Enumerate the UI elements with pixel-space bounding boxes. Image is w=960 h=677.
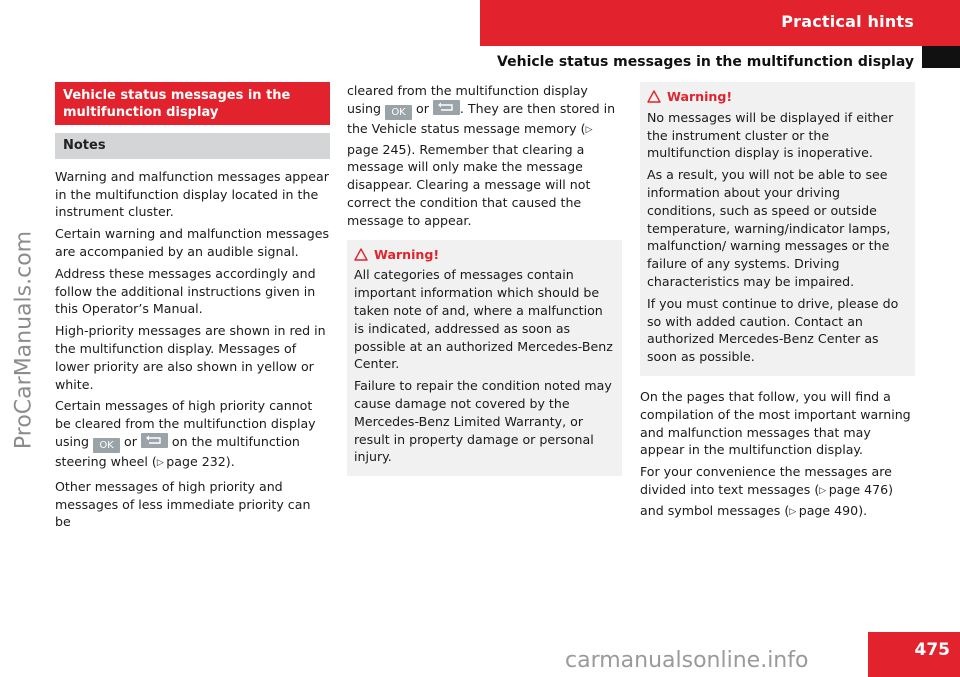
chapter-title: Practical hints xyxy=(781,12,914,31)
warning-title: Warning! xyxy=(354,246,615,264)
paragraph: Failure to repair the condition noted may cause damage not covered by the Mercedes-Benz Limited Warranty, or result in property damage or personal injury. xyxy=(354,378,612,465)
back-button-icon xyxy=(433,100,460,115)
page-reference-arrow-icon: ▷ xyxy=(156,457,164,468)
column-2 xyxy=(347,82,622,476)
paragraph: Address these messages accordingly and follow the additional instructions given in this Operator’s Manual. xyxy=(55,265,316,317)
paragraph: Certain warning and malfunction messages are accompanied by an audible signal. xyxy=(55,226,330,259)
paragraph: cleared from the multifunction display using OK or . They are then stored in the Vehicle status message memory (▷ page 245). Remember that clearing a message will only make the message disappear. Clearing a message will not correct the condition that caused the message to appear. xyxy=(347,83,616,228)
paragraph: On the pages that follow, you will find a compilation of the most important warning and malfunction messages that may appear in the multifunction display. xyxy=(640,388,911,458)
column-3 xyxy=(640,82,915,527)
side-watermark-text: ProCarManuals.com xyxy=(11,230,37,450)
paragraph: Certain messages of high priority cannot be cleared from the multifunction display using OK or on the multifunction steering wheel (▷ page 232). xyxy=(55,397,330,473)
paragraph: All categories of messages contain important information which should be taken note of and, where a malfunction is indicated, addressed as soon as possible at an authorized Mercedes-Benz Center. xyxy=(354,267,613,372)
paragraph: No messages will be displayed if either the instrument cluster or the multifunction display is inoperative. xyxy=(647,109,894,161)
warning-box xyxy=(347,240,622,477)
notes-heading: Notes xyxy=(55,133,330,159)
page-reference-arrow-icon: ▷ xyxy=(819,485,827,496)
page-number: 475 xyxy=(914,640,950,660)
paragraph: High-priority messages are shown in red in the multifunction display. Messages of lower priority are also shown in yellow or white. xyxy=(55,323,326,392)
thumb-index-tab xyxy=(922,46,960,68)
warning-triangle-icon xyxy=(354,248,368,261)
paragraph: Warning and malfunction messages appear in the multifunction display located in the instrument cluster. xyxy=(55,168,329,220)
back-button-icon xyxy=(141,433,168,448)
ok-button-icon: OK xyxy=(385,105,412,120)
warning-box xyxy=(640,82,915,376)
page-reference-arrow-icon: ▷ xyxy=(789,506,797,517)
section-title: Vehicle status messages in the multifunction display xyxy=(497,54,914,70)
column-1 xyxy=(55,82,330,535)
paragraph: As a result, you will not be able to see information about your driving conditions, such as speed or outside temperature, warning/indicator lamps, malfunction/ warning messages or the failure of any systems. Driving characteristics may be impaired. xyxy=(647,167,891,289)
page-number-tab xyxy=(868,632,960,677)
side-watermark xyxy=(6,0,42,677)
paragraph: Other messages of high priority and messages of less immediate priority can be xyxy=(55,478,311,530)
footer-watermark: carmanualsonline.info xyxy=(565,648,809,673)
page-reference-arrow-icon: ▷ xyxy=(585,124,593,135)
ok-button-icon: OK xyxy=(93,438,120,453)
warning-title: Warning! xyxy=(647,88,908,106)
section-heading: Vehicle status messages in the multifunction display xyxy=(55,82,330,125)
paragraph: For your convenience the messages are divided into text messages (▷ page 476) and symbol messages (▷ page 490). xyxy=(640,463,915,522)
paragraph: If you must continue to drive, please do so with added caution. Contact an authorized Mercedes-Benz Center as soon as possible. xyxy=(647,295,899,365)
warning-triangle-icon xyxy=(647,90,661,103)
